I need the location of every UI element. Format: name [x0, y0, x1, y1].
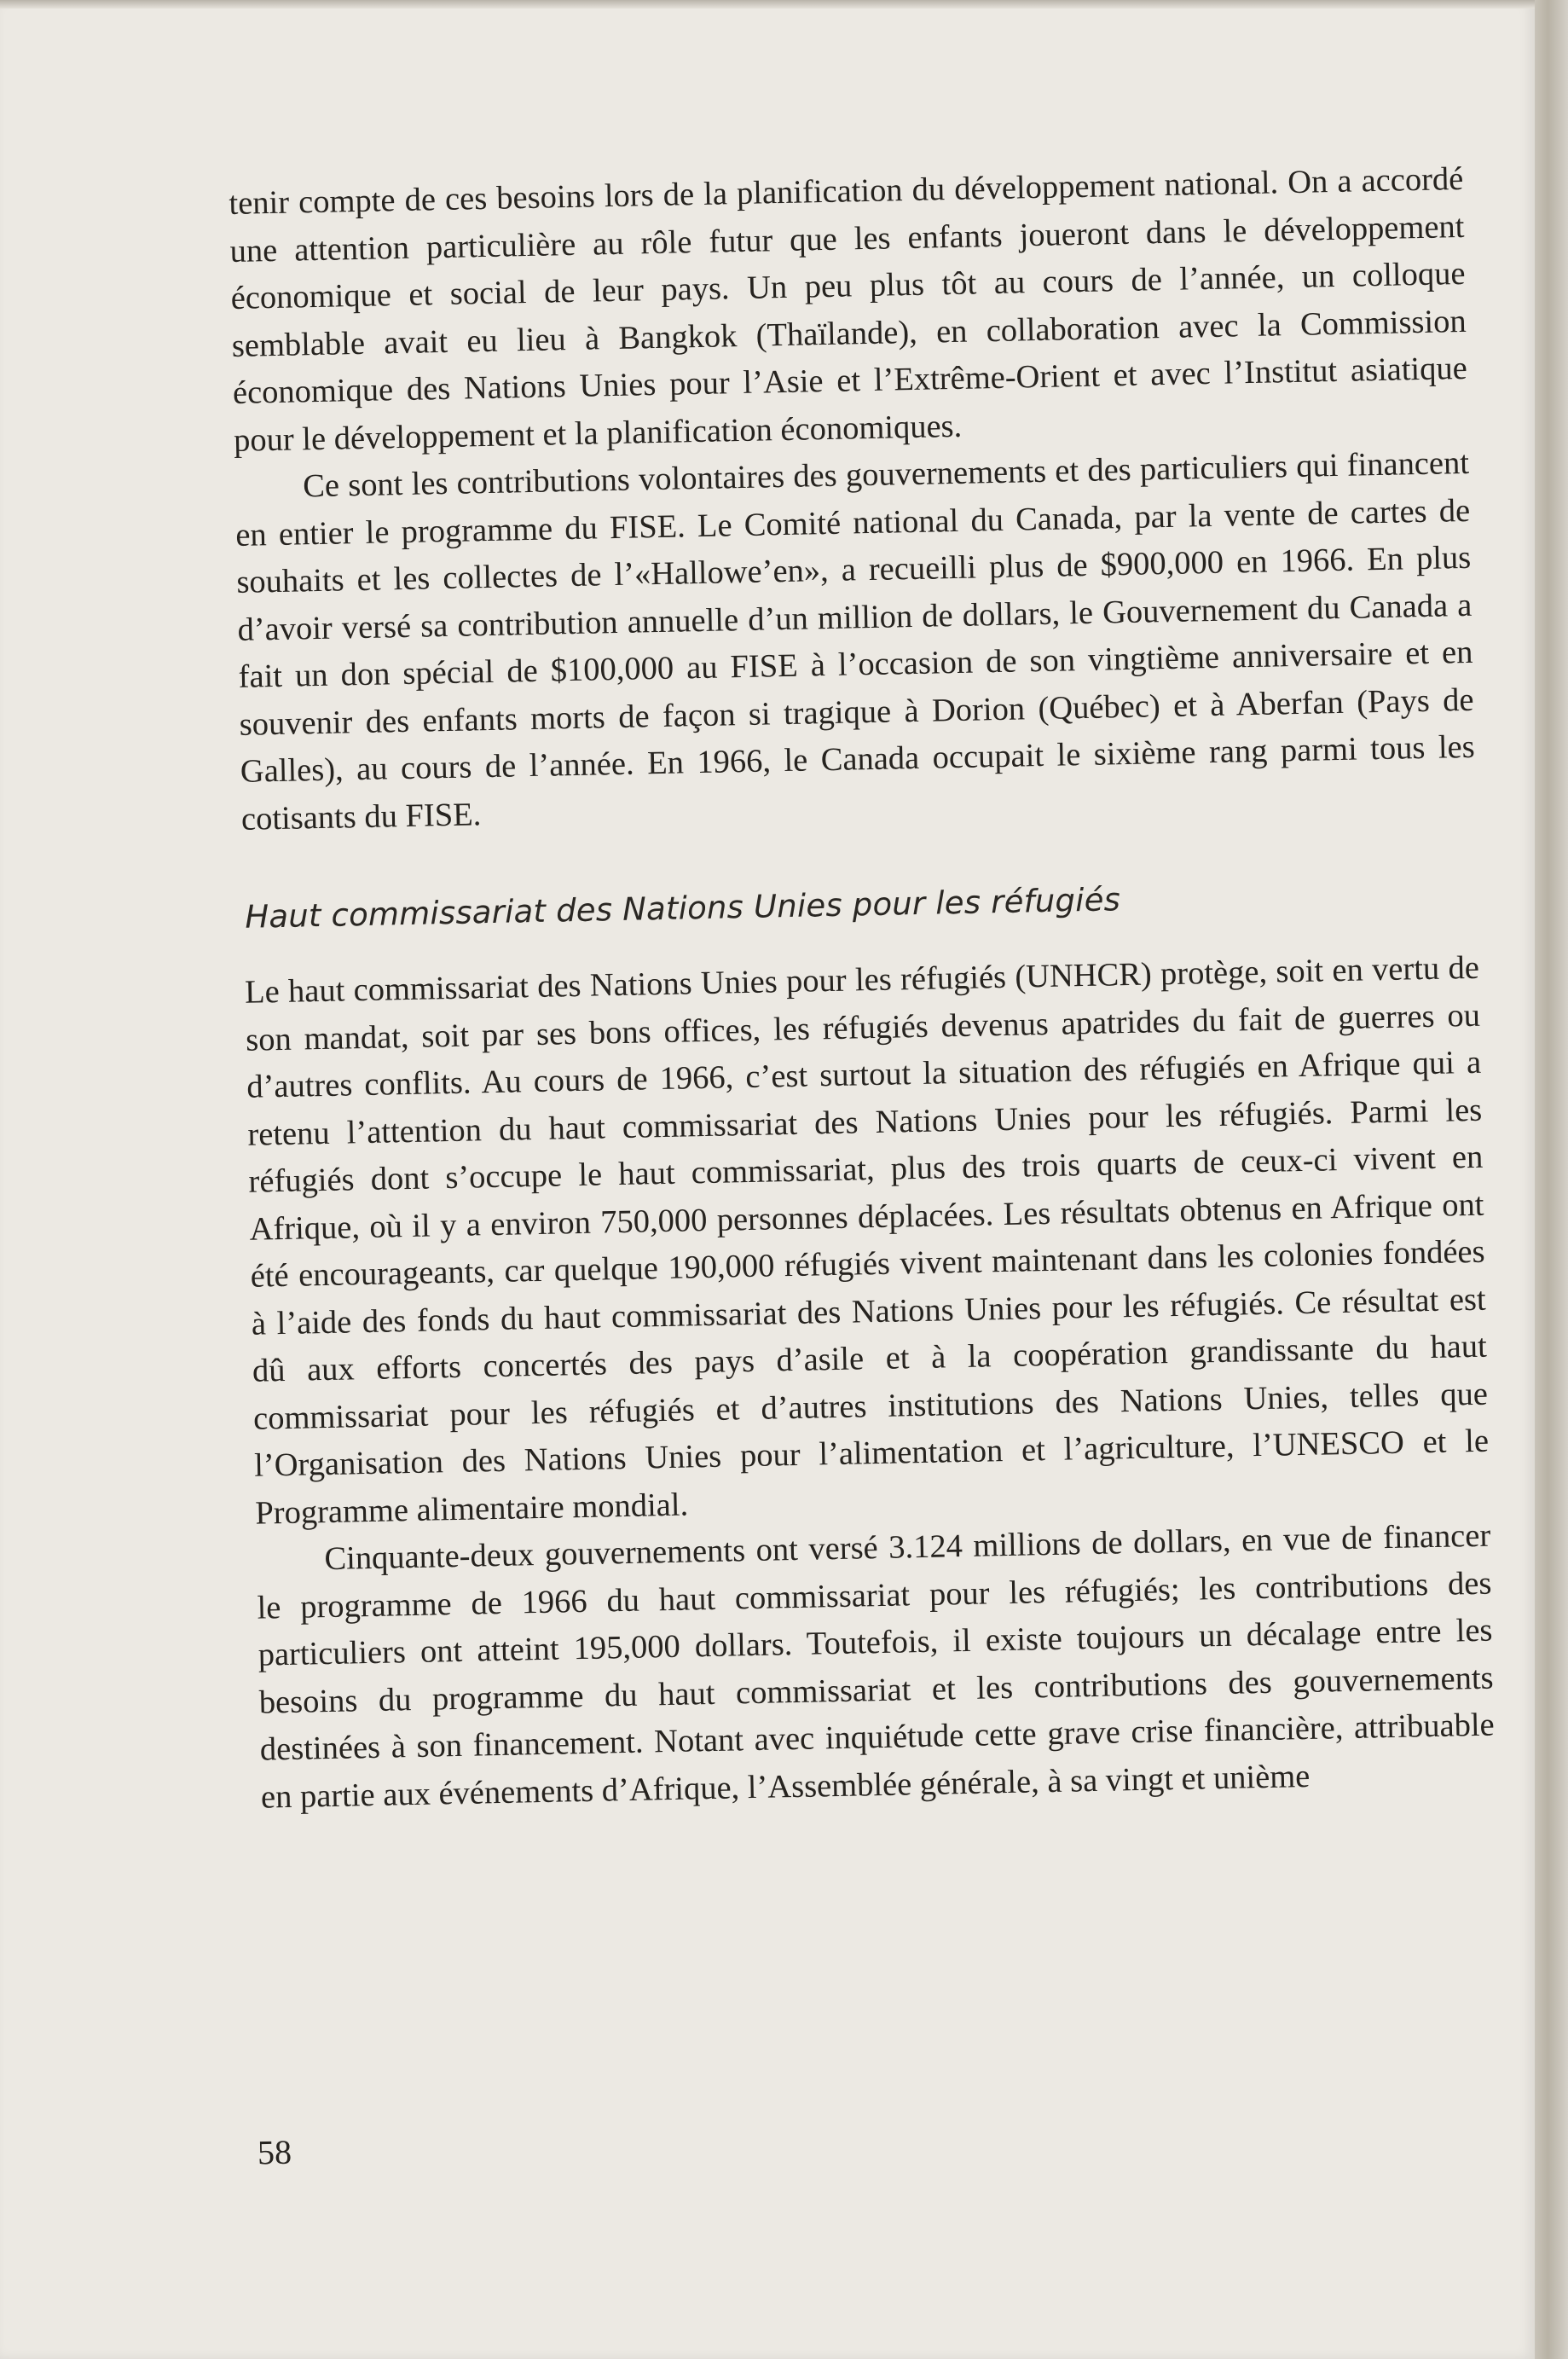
paragraph-fise-contributions: Ce sont les contributions volontaires des gouvernements et des particuliers qui financent en entier le programme du FISE. Le Comité national du Canada, par la vente de cartes de souhaits et les collectes de l’«Hallowe’en», a recueilli plus de $900,000 en 1966. En plus d’avoir versé sa contribution annuelle d’un million de dollars, le Gouvernement du Canada a fait un don spécial de $100,000 au FISE à l’occasion de son vingtième anniversaire et en souvenir des enfants morts de façon si tragique à Dorion (Québec) et à Aberfan (Pays de Galles), au cours de l’année. En 1966, le Canada occupait le sixième rang parmi tous les cotisants du FISE. — [234, 444, 1476, 838]
section-heading: Haut commissariat des Nations Unies pour les réfugiés — [244, 881, 1121, 936]
page-body — [229, 156, 1496, 1822]
paragraph-continued: tenir compte de ces besoins lors de la planification du développement national. On a accordé une attention particulière au rôle futur que les enfants joueront dans le développement économique et social de leur pays. Un peu plus tôt au cours de l’année, un colloque semblable avait eu lieu à Bangkok (Thaïlande), en collaboration avec la Commission économique des Nations Unies pour l’Asie et l’Extrême-Orient et avec l’Institut asiatique pour le développement et la planification économiques. — [229, 160, 1468, 459]
page-top-edge — [0, 0, 1535, 9]
paragraph-unhcr-funding: Cinquante-deux gouvernements ont versé 3.124 millions de dollars, en vue de financer le programme de 1966 du haut commissariat pour les réfugiés; les contributions des particuliers ont atteint 195,000 dollars. Toutefois, il existe toujours un décalage entre les besoins du programme du haut commissariat et les contributions des gouvernements destinées à son financement. Notant avec inquiétude cette grave crise financière, attribuable en partie aux événements d’Afrique, l’Assemblée générale, à sa vingt et unième — [257, 1517, 1496, 1816]
paragraph-unhcr-mandate: Le haut commissariat des Nations Unies pour les réfugiés (UNHCR) protège, soit en vertu de son mandat, soit par ses bons offices, les réfugiés devenus apatrides du fait de guerres ou d’autres conflits. Au cours de 1966, c’est surtout la situation des réfugiés en Afrique qui a retenu l’attention du haut commissariat des Nations Unies pour les réfugiés. Parmi les réfugiés dont s’occupe le haut commissariat, plus des trois quarts de ceux-ci vivent en Afrique, où il y a environ 750,000 personnes déplacées. Les résultats obtenus en Afrique ont été encourageants, car quelque 190,000 réfugiés vivent maintenant dans les colonies fondées à l’aide des fonds du haut commissariat des Nations Unies pour les réfugiés. Ce résultat est dû aux efforts concertés des pays d’asile et à la coopération grandissante du haut commissariat pour les réfugiés et d’autres institutions des Nations Unies, telles que l’Organisation des Nations Unies pour l’alimentation et l’agriculture, l’UNESCO et le Programme alimentaire mondial. — [244, 949, 1490, 1532]
page-binding-edge — [1535, 0, 1568, 2359]
page-number: 58 — [257, 2132, 292, 2172]
